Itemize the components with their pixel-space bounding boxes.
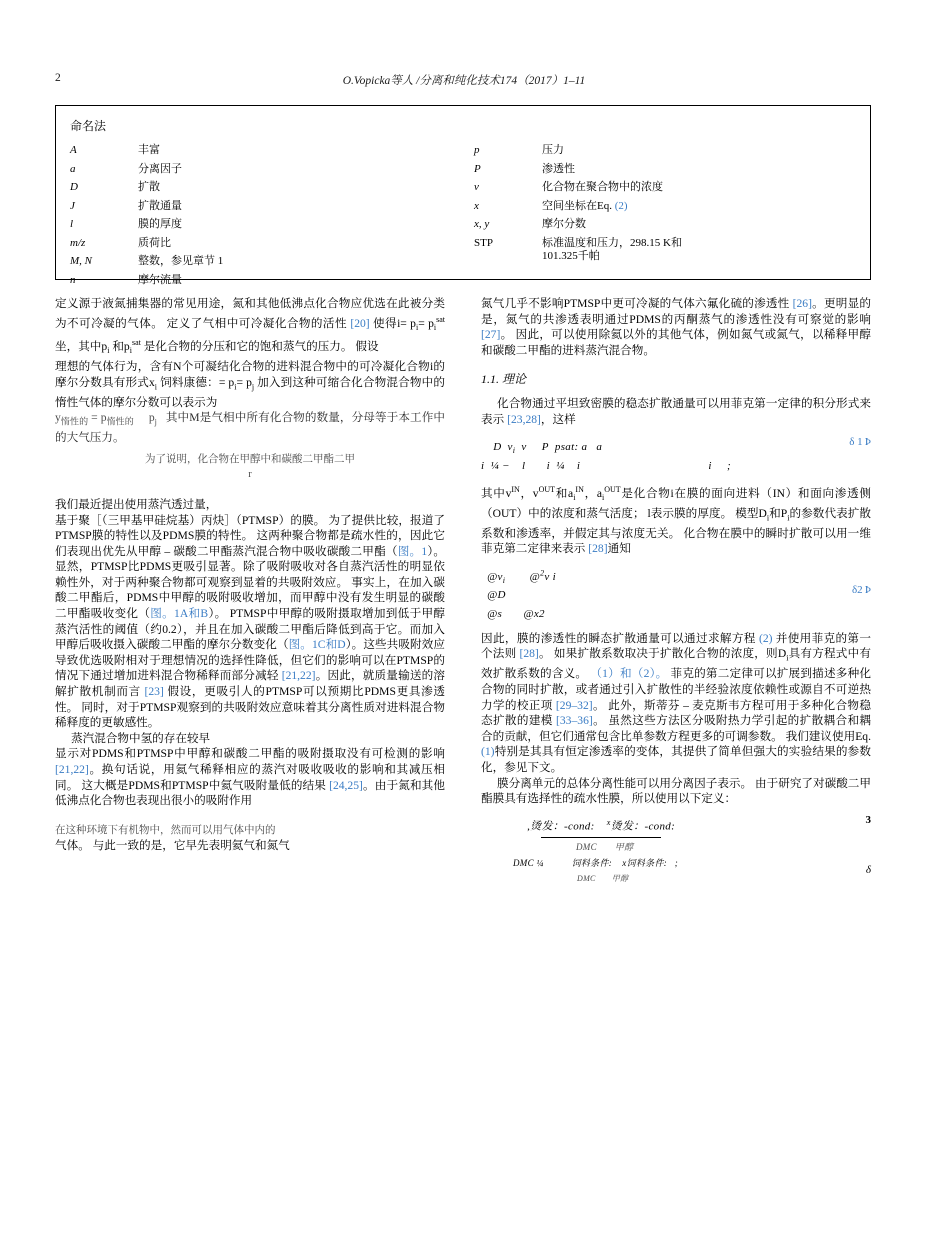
equation-link[interactable]: (2) bbox=[614, 199, 628, 212]
citation-28b[interactable]: [28] bbox=[519, 647, 539, 661]
definition-continuation: 101.325千帕 bbox=[542, 249, 600, 262]
equation-3-number[interactable]: 3 bbox=[865, 813, 871, 826]
text: ）。这些共吸附效应导致优选吸附相对于理想情况的选择性降低，但它们的影响可以在PTMSP的情况下通过增加进料混合物稀释而部分减轻 bbox=[55, 638, 446, 683]
paragraph-symbols-definition: 其中$v^{IN}$，$v^{OUT}$和$a_i^{IN}$，$a_i^{OUT}$是化合物i在膜的面向进料（IN）和面向渗透侧（OUT）中的浓度和蒸气活度； l表示膜的厚度。 模型$D_i$和$P_i$的参数代表扩散系数和渗透率，并假定其与浓度无关。 化合物在膜中的瞬时扩散可以用一维菲克第二定律来表示 [28]通知 bbox=[481, 485, 871, 556]
section-heading-theory: 1.1. 理论 bbox=[481, 372, 527, 387]
text: 。因此，就质量输送的溶解扩散机制而言 bbox=[55, 669, 445, 699]
definition: 渗透性 bbox=[542, 162, 575, 175]
eq3-token-dmc-sub: DMC bbox=[577, 874, 596, 884]
paragraph-definitions: 定义源于液氮捕集器的常见用途，氮和其他低沸点化合物应优选在此被分类为不可冷凝的气体。 定义了气相中可冷凝化合物的活性 [20] 使得$i= p_i= p_i^{sat}$ 坐，其中$p_i$ 和$p_i^{sat}$ 是化合物的分压和它的饱和蒸气的压力。 假设 bbox=[55, 297, 446, 356]
symbol: n bbox=[70, 273, 76, 286]
equation-1-number[interactable]: δ 1 Þ bbox=[849, 436, 871, 449]
text: 气体。 与此一致的是，它早先表明氦气和氮气 bbox=[55, 839, 290, 853]
text: 为了说明，化合物在甲醇中和碳酸二甲酯二甲 bbox=[145, 453, 355, 465]
nomenclature-entry bbox=[474, 144, 864, 157]
text: 在这种环境下有机物中，然而可以用气体中内的 bbox=[55, 824, 276, 836]
nomenclature-entry bbox=[70, 274, 460, 287]
symbol: J bbox=[70, 199, 75, 212]
text: 。 此外，斯蒂芬 – 麦克斯韦方程可用于多种化合物稳态扩散的建模 bbox=[481, 698, 871, 728]
nomenclature-left-column bbox=[70, 144, 460, 292]
equation-3-delta: δ bbox=[865, 863, 871, 876]
eq3-token-dmc-2: DMC bbox=[513, 857, 534, 868]
text: 。由于氮和其他低沸点化合物也表现出很小的吸附作用 bbox=[55, 778, 445, 808]
symbol: x, y bbox=[474, 218, 490, 230]
citation-20[interactable]: [20] bbox=[350, 316, 370, 330]
text: 基于聚［（三甲基甲硅烷基）丙炔］（PTMSP）的膜。 为了提供比较，报道了PTMSP膜的特性以及PDMS膜的特性。 这两种聚合物都是疏水性的，因此它们表现出优先从甲醇 – 碳酸二甲酯蒸汽混合物中吸收碳酸二甲酯（ bbox=[55, 513, 445, 558]
text: 其中M是气相中所有化合物的数量，分母等于本工作中的大气压力。 bbox=[55, 411, 445, 445]
text: 。 虽然这些方法区分吸附热力学引起的扩散耦合和耦合的贡献，但它们通常包含比单参数方程更多的可调参数。 我们建议使用Eq. bbox=[481, 714, 871, 743]
eq3-token-methanol: 甲醇 bbox=[614, 841, 634, 852]
equation-ref-1-2[interactable]: （1）和（2）。 bbox=[590, 667, 668, 681]
text: 菲克的第二定律可以扩展到描述多种化合物的同时扩散，或者通过引入扩散性的半经验浓度依赖性或源自不可逆热力学的校正项 bbox=[481, 667, 871, 712]
citation-23-28[interactable]: [23,28] bbox=[507, 412, 541, 426]
nomenclature-title: 命名法 bbox=[70, 119, 107, 133]
equation-3 bbox=[481, 815, 871, 887]
equation-3-line4 bbox=[481, 871, 871, 887]
definition: 摩尔流量 bbox=[138, 273, 182, 286]
paragraph-ideal-gas: 理想的气体行为，含有N个可凝结化合物的进料混合物中的可冷凝化合物i的摩尔分数具有形式$x_i$ 饲料康德：= $p_i= p_j$ 加入到这种可缩合化合物混合物中的惰性气体的摩尔分数可以表示为 bbox=[55, 360, 445, 409]
eq3-token-perm-cond: 烫发：-cond: bbox=[530, 820, 595, 833]
citation-28[interactable]: [28] bbox=[588, 542, 608, 556]
citation-33-36[interactable]: [33–36] bbox=[556, 714, 593, 728]
symbol: a bbox=[70, 162, 76, 175]
eq3-token-perm-cond-2: 烫发：-cond: bbox=[610, 820, 676, 833]
equation-3-line1: ,烫发：-cond: $^x$烫发：-cond: bbox=[521, 817, 676, 833]
citation-23[interactable]: [23] bbox=[144, 685, 164, 699]
eq3-token-dmc: DMC bbox=[576, 841, 597, 852]
definition-text: 空间坐标在Eq. bbox=[542, 199, 612, 212]
definition: 质荷比 bbox=[138, 236, 171, 249]
text: 蒸汽混合物中氢的存在较早 bbox=[71, 731, 211, 745]
paragraph-gases bbox=[55, 838, 445, 854]
paragraph-ptmsp-intro bbox=[55, 497, 445, 513]
nomenclature-entry bbox=[70, 200, 460, 213]
definition bbox=[542, 237, 864, 263]
text: 具有方程式中有效扩散系数的含义。 bbox=[481, 647, 871, 681]
text: 。 如果扩散系数取决于扩散化合物的浓度，则D bbox=[538, 647, 787, 661]
text: 是化合物i在膜的面向进料（IN）和面向渗透侧（OUT）中的浓度和蒸气活度； l表示膜的厚度。 模型D bbox=[481, 487, 871, 520]
nomenclature-entry bbox=[474, 200, 864, 213]
definition-text: 标准温度和压力，298.15 K和 bbox=[542, 236, 682, 249]
equation-ref-2[interactable]: (2) bbox=[758, 631, 773, 645]
text: 假设，更吸引人的PTMSP可以预期比PDMS更具渗透性。 同时，对于PTMSP观察到的共吸附效应意味着其分离性质对进料混合物稀释度的更敏感性。 bbox=[55, 685, 445, 730]
eq3-token-feed-cond: 饲料条件: bbox=[571, 857, 613, 868]
text: 定义源于液氮捕集器的常见用途，氮和其他低沸点化合物应优选在此被分类为不可冷凝的气体。 定义了气相中可冷凝化合物的活性 bbox=[55, 297, 445, 330]
nomenclature-box bbox=[55, 105, 871, 286]
definition: 压力 bbox=[542, 144, 564, 156]
text: 加入到这种可缩合化合物混合物中的惰性气体的摩尔分数可以表示为 bbox=[55, 375, 445, 409]
text: 其中v bbox=[481, 487, 512, 501]
text: 。更明显的是，氮气的共渗透表明通过PDMS的丙酮蒸气的渗透性没有可察觉的影响 bbox=[481, 297, 871, 326]
eq3-token-x: x bbox=[606, 817, 611, 827]
citation-21-22[interactable]: [21,22] bbox=[281, 669, 316, 683]
nomenclature-entry bbox=[70, 144, 460, 157]
text: 因此，膜的渗透性的瞬态扩散通量可以通过求解方程 bbox=[481, 631, 756, 645]
text: 化合物通过平坦致密膜的稳态扩散通量可以用菲克第一定律的积分形式来表示 bbox=[481, 396, 871, 426]
body-left-column bbox=[55, 296, 445, 854]
nomenclature-entry bbox=[70, 237, 460, 250]
equation-3-line2 bbox=[481, 840, 871, 856]
text: 。换句话说，用氦气稀释相应的蒸汽对吸收吸收的影响和其减压相同。 这大概是PDMS和PTMSP中氦气吸附量低的结果 bbox=[55, 763, 445, 792]
nomenclature-entry bbox=[474, 163, 864, 176]
symbol: p bbox=[474, 144, 480, 156]
nomenclature-entry bbox=[474, 181, 864, 194]
equation-2-number[interactable]: δ2 Þ bbox=[851, 584, 871, 597]
text: ，a bbox=[583, 487, 602, 501]
definition: 分离因子 bbox=[138, 162, 182, 175]
equation-1 bbox=[481, 435, 871, 474]
text: ，v bbox=[519, 487, 539, 501]
eq3-token-methanol-sub: 甲醇 bbox=[611, 874, 629, 884]
paragraph-hydrogen bbox=[55, 731, 445, 747]
figure-link-1ab[interactable]: 图。1A和B bbox=[150, 607, 209, 621]
nomenclature-entry bbox=[70, 181, 460, 194]
text: 。 因此，可以使用除氦以外的其他气体，例如氮气或氮气，以稀释甲醇和碳酸二甲酯的进料蒸汽混合物。 bbox=[481, 328, 871, 357]
text: 饲料康德：= p bbox=[160, 375, 235, 389]
text: 我们最近提出使用蒸汽透过量， bbox=[55, 497, 218, 511]
symbol: A bbox=[70, 144, 77, 156]
citation-27[interactable]: [27] bbox=[481, 328, 501, 342]
definition: 膜的厚度 bbox=[138, 218, 182, 230]
paragraph-inline-equation: $y_{惰性的} = p_{惰性的}$ $p_j$ 其中M是气相中所有化合物的数量，分母等于本工作中的大气压力。 bbox=[55, 411, 445, 445]
text: 膜分离单元的总体分离性能可以用分离因子表示。 由于研究了对碳酸二甲酯膜具有选择性的疏水性膜，所以使用以下定义： bbox=[481, 776, 871, 806]
citation-24-25[interactable]: [24,25] bbox=[329, 778, 363, 792]
text: 的参数代表扩散系数和渗透率，并假定其与浓度无关。 化合物在膜中的瞬时扩散可以用一维菲克第二定律来表示 bbox=[481, 506, 871, 556]
symbol: x bbox=[474, 199, 479, 212]
symbol: l bbox=[70, 218, 74, 230]
symbol: P bbox=[474, 162, 481, 175]
equation-3-line3: DMC ¼ 饲料条件: x饲料条件: ; bbox=[513, 857, 679, 868]
eq3-token-x-feed-cond: x饲料条件: bbox=[622, 857, 668, 868]
text: 和P bbox=[769, 506, 788, 520]
text: 使得i= p bbox=[373, 316, 416, 330]
definition bbox=[542, 200, 864, 213]
body-right-column bbox=[481, 296, 871, 895]
citation-29-32[interactable]: [29–32] bbox=[555, 698, 593, 712]
paragraph-separation-factor bbox=[481, 776, 871, 807]
text: 氮气几乎不影响PTMSP中更可冷凝的气体六氟化硫的渗透性 bbox=[481, 297, 790, 310]
symbol: m/z bbox=[70, 236, 86, 249]
definition: 丰富 bbox=[138, 144, 160, 156]
text: 显示对PDMS和PTMSP中甲醇和碳酸二甲酯的吸附摄取没有可检测的影响 bbox=[55, 747, 445, 761]
nomenclature-entry bbox=[70, 163, 460, 176]
text: ，这样 bbox=[540, 412, 576, 426]
paragraph-ptmsp-sorption bbox=[55, 513, 445, 731]
text: 坐，其中p bbox=[55, 340, 108, 354]
nomenclature-entry bbox=[474, 237, 864, 263]
symbol: v bbox=[474, 181, 479, 193]
text: 是化合物的分压和它的饱和蒸气的压力。 假设 bbox=[143, 340, 379, 354]
paragraph-garbled-2 bbox=[55, 823, 445, 839]
symbol: STP bbox=[474, 236, 493, 249]
fraction-bar bbox=[541, 837, 661, 838]
nomenclature-entry bbox=[474, 218, 864, 231]
equation-1-body: D $v_i$ v P psat: a a i ¼ − l i ¼ i i ; bbox=[481, 440, 731, 472]
nomenclature-entry bbox=[70, 218, 460, 231]
figure-link-1cd[interactable]: 图。1C和D bbox=[288, 638, 346, 652]
nomenclature-right-column bbox=[474, 144, 864, 268]
definition: 扩散通量 bbox=[138, 199, 182, 212]
nomenclature-entry bbox=[70, 255, 460, 268]
page-number: 2 bbox=[55, 72, 61, 84]
symbol: M, N bbox=[70, 255, 92, 267]
text: 并使用菲克的第一个法则 bbox=[481, 631, 871, 661]
text: 和a bbox=[555, 487, 574, 501]
text: 和p bbox=[112, 340, 130, 354]
definition: 摩尔分数 bbox=[542, 218, 586, 230]
paragraph-illustration-garbled: 为了说明，化合物在甲醇中和碳酸二甲酯二甲 r bbox=[145, 453, 355, 481]
definition: 扩散 bbox=[138, 181, 160, 193]
paragraph-transient-diffusion: 因此，膜的渗透性的瞬态扩散通量可以通过求解方程 (2) 并使用菲克的第一个法则 [28]。 如果扩散系数取决于扩散化合物的浓度，则$D_i$具有方程式中有效扩散系数的含义。 （1）和（2）。 菲克的第二定律可以扩展到描述多种化合物的同时扩散，或者通过引入扩散性的半经验浓度依赖性或源自不可逆热力学的校正项 [29–32]。 此外，斯蒂芬 – 麦克斯韦方程可用于多种化合物稳态扩散的建模 [33–36]。 虽然这些方法区分吸附热力学引起的扩散耦合和耦合的贡献，但它们通常包含比单参数方程更多的可调参数。 我们建议使用Eq. (1)特别是其具有恒定渗透率的变体，其提供了简单但强大的实验结果的参数化，参见下文。 bbox=[481, 631, 871, 774]
equation-2 bbox=[481, 565, 871, 623]
paragraph-nitrogen-permeability bbox=[481, 296, 871, 358]
citation-21-22b[interactable]: [21,22] bbox=[55, 763, 89, 776]
figure-link-1[interactable]: 图。1 bbox=[397, 544, 428, 558]
text: 特别是其具有恒定渗透率的变体，其提供了简单但强大的实验结果的参数化，参见下文。 bbox=[481, 745, 871, 774]
symbol: D bbox=[70, 181, 78, 193]
text: 理想的气体行为，含有N个可凝结化合物的进料混合物中的可冷凝化合物i的摩尔分数具有形式x bbox=[55, 360, 445, 389]
running-head: O.Vopicka等人 /分离和纯化技术174（2017）1–11 bbox=[342, 75, 586, 87]
paragraph-ficks-first-law bbox=[481, 396, 871, 427]
text: ）。 PTMSP中甲醇的吸附摄取增加到低于甲醇蒸汽活性的阈值（约0.2），并且在加入碳酸二甲酯后降低到高于它。而加入甲醇后吸收摄入碳酸二甲酯的摩尔分数变化（ bbox=[55, 607, 445, 652]
text: 通知 bbox=[607, 542, 631, 556]
paragraph-helium-dilution bbox=[55, 746, 445, 808]
equation-2-body: $@v_i$ @$^2$v i @D @s @x2 bbox=[481, 568, 556, 621]
equation-ref-1b[interactable]: (1) bbox=[481, 745, 495, 759]
definition: 整数，参见章节 1 bbox=[138, 255, 224, 267]
definition: 化合物在聚合物中的浓度 bbox=[542, 181, 663, 193]
text: ）。 显然，PTMSP比PDMS更吸引显著。除了吸附吸收对各自蒸汽活性的明显依赖性外，对于两种聚合物都可观察到显着的共吸附效应。 事实上，在加入碳酸二甲酯后，PDMS中甲醇的吸附吸收增加，而甲醇中没有发生明显的碳酸二甲酯吸收变化（ bbox=[55, 544, 445, 621]
citation-26[interactable]: [26] bbox=[792, 297, 812, 310]
